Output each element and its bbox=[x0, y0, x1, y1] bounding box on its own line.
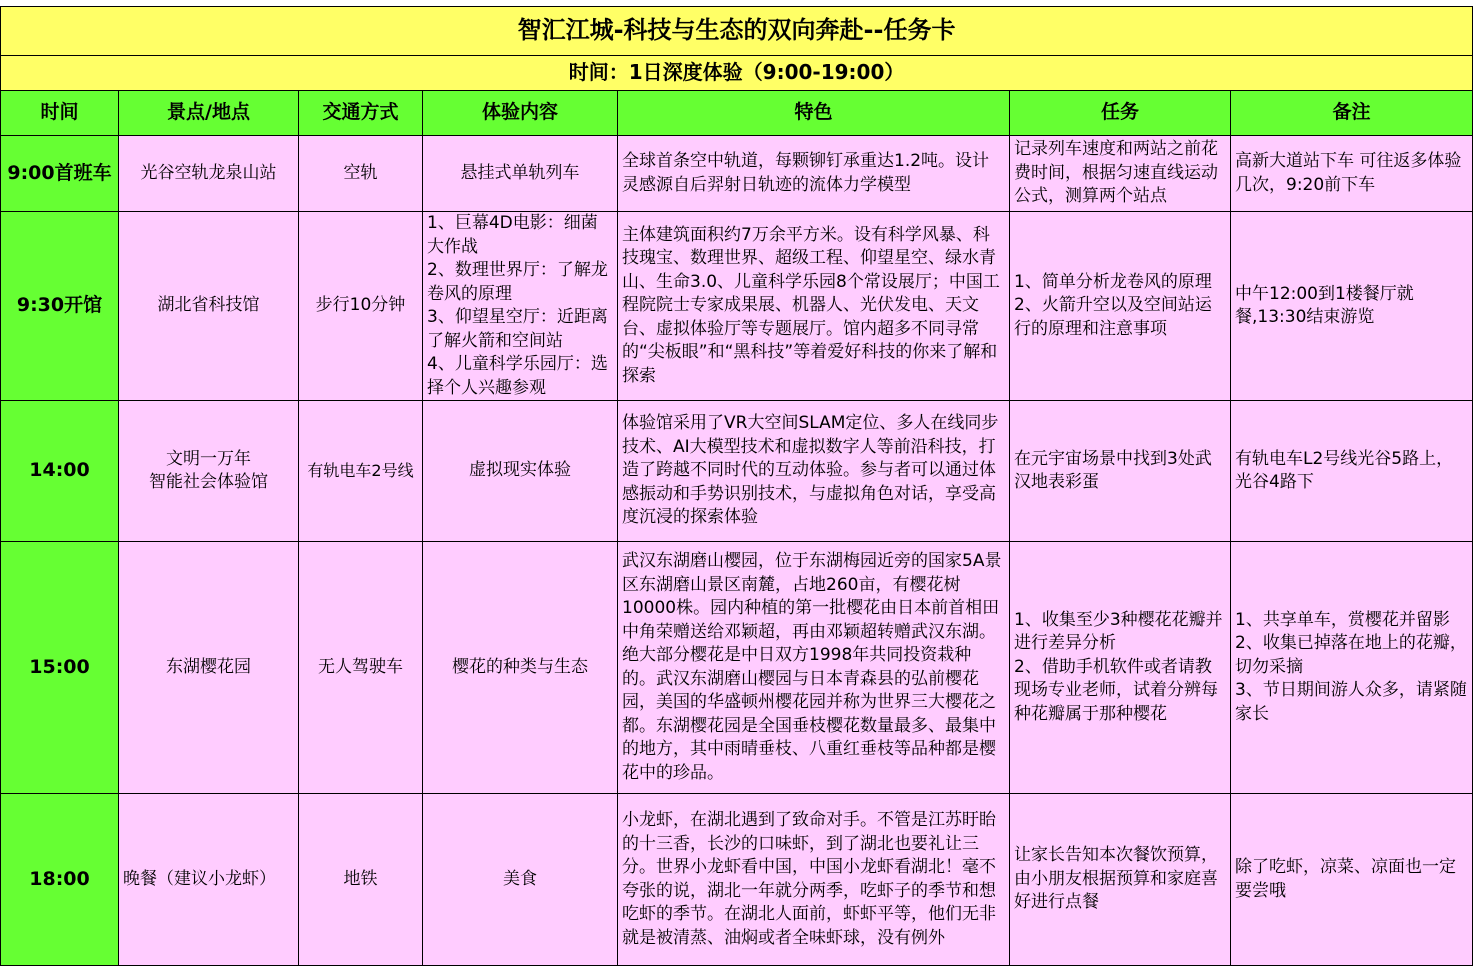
row-place: 晚餐（建议小龙虾） bbox=[119, 794, 299, 966]
header-place: 景点/地点 bbox=[119, 91, 299, 136]
row-transport: 地铁 bbox=[299, 794, 423, 966]
row-feature: 主体建筑面积约7万余平方米。设有科学风暴、科技瑰宝、数理世界、超级工程、仰望星空、绿水青山、生命3.0、儿童科学乐园8个常设展厅；中国工程院院士专家成果展、机器人、光伏发电、天文台、虚拟体验厅等专题展厅。馆内超多不同寻常的“尖板眼”和“黑科技”等着爱好科技的你来了解和探索 bbox=[618, 212, 1010, 401]
header-row bbox=[1, 91, 1473, 136]
header-time: 时间 bbox=[1, 91, 119, 136]
table-row bbox=[1, 401, 1473, 542]
row-feature: 小龙虾，在湖北遇到了致命对手。不管是江苏盱眙的十三香，长沙的口味虾，到了湖北也要礼让三分。世界小龙虾看中国，中国小龙虾看湖北！毫不夸张的说，湖北一年就分两季，吃虾子的季节和想吃虾的季节。在湖北人面前，虾虾平等，他们无非就是被清蒸、油焖或者全味虾球，没有例外 bbox=[618, 794, 1010, 966]
row-place: 东湖樱花园 bbox=[119, 542, 299, 794]
row-task: 1、简单分析龙卷风的原理 2、火箭升空以及空间站运行的原理和注意事项 bbox=[1010, 212, 1231, 401]
row-task: 记录列车速度和两站之前花费时间，根据匀速直线运动公式，测算两个站点 bbox=[1010, 136, 1231, 212]
table-row bbox=[1, 212, 1473, 401]
row-place: 文明一万年 智能社会体验馆 bbox=[119, 401, 299, 542]
row-content: 虚拟现实体验 bbox=[423, 401, 618, 542]
row-task: 1、收集至少3种樱花花瓣并进行差异分析 2、借助手机软件或者请教现场专业老师，试着分辨每种花瓣属于那种樱花 bbox=[1010, 542, 1231, 794]
row-note: 高新大道站下车 可往返多体验几次，9:20前下车 bbox=[1231, 136, 1473, 212]
header-note: 备注 bbox=[1231, 91, 1473, 136]
page-subtitle: 时间：1日深度体验（9:00-19:00） bbox=[1, 56, 1473, 91]
row-note: 除了吃虾，凉菜、凉面也一定要尝哦 bbox=[1231, 794, 1473, 966]
row-content: 樱花的种类与生态 bbox=[423, 542, 618, 794]
row-place: 光谷空轨龙泉山站 bbox=[119, 136, 299, 212]
row-content: 悬挂式单轨列车 bbox=[423, 136, 618, 212]
header-task: 任务 bbox=[1010, 91, 1231, 136]
row-time: 14:00 bbox=[1, 401, 119, 542]
row-feature: 全球首条空中轨道，每颗铆钉承重达1.2吨。设计灵感源自后羿射日轨迹的流体力学模型 bbox=[618, 136, 1010, 212]
table-row bbox=[1, 136, 1473, 212]
row-feature: 体验馆采用了VR大空间SLAM定位、多人在线同步技术、AI大模型技术和虚拟数字人等前沿科技，打造了跨越不同时代的互动体验。参与者可以通过体感振动和手势识别技术，与虚拟角色对话，享受高度沉浸的探索体验 bbox=[618, 401, 1010, 542]
row-note: 有轨电车L2号线光谷5路上，光谷4路下 bbox=[1231, 401, 1473, 542]
table-row bbox=[1, 542, 1473, 794]
row-time: 9:00首班车 bbox=[1, 136, 119, 212]
row-time: 18:00 bbox=[1, 794, 119, 966]
row-content: 1、巨幕4D电影：细菌大作战 2、数理世界厅：了解龙卷风的原理 3、仰望星空厅：近距离了解火箭和空间站 4、儿童科学乐园厅：选择个人兴趣参观 bbox=[423, 212, 618, 401]
row-transport: 无人驾驶车 bbox=[299, 542, 423, 794]
row-note: 1、共享单车，赏樱花并留影 2、收集已掉落在地上的花瓣，切勿采摘 3、节日期间游人众多，请紧随家长 bbox=[1231, 542, 1473, 794]
header-content: 体验内容 bbox=[423, 91, 618, 136]
row-content: 美食 bbox=[423, 794, 618, 966]
table-row bbox=[1, 794, 1473, 966]
row-task: 在元宇宙场景中找到3处武汉地表彩蛋 bbox=[1010, 401, 1231, 542]
header-transport: 交通方式 bbox=[299, 91, 423, 136]
row-time: 15:00 bbox=[1, 542, 119, 794]
row-time: 9:30开馆 bbox=[1, 212, 119, 401]
row-task: 让家长告知本次餐饮预算，由小朋友根据预算和家庭喜好进行点餐 bbox=[1010, 794, 1231, 966]
row-place: 湖北省科技馆 bbox=[119, 212, 299, 401]
header-feature: 特色 bbox=[618, 91, 1010, 136]
row-note: 中午12:00到1楼餐厅就餐,13:30结束游览 bbox=[1231, 212, 1473, 401]
row-transport: 有轨电车2号线 bbox=[299, 401, 423, 542]
row-transport: 空轨 bbox=[299, 136, 423, 212]
page-title: 智汇江城-科技与生态的双向奔赴--任务卡 bbox=[1, 7, 1473, 56]
row-feature: 武汉东湖磨山樱园，位于东湖梅园近旁的国家5A景区东湖磨山景区南麓，占地260亩，有樱花树10000株。园内种植的第一批樱花由日本前首相田中角荣赠送给邓颖超，再由邓颖超转赠武汉东湖。绝大部分樱花是中日双方1998年共同投资栽种的。武汉东湖磨山樱园与日本青森县的弘前樱花园，美国的华盛顿州樱花园并称为世界三大樱花之都。东湖樱花园是全国垂枝樱花数量最多、最集中的地方，其中雨晴垂枝、八重红垂枝等品种都是樱花中的珍品。 bbox=[618, 542, 1010, 794]
row-transport: 步行10分钟 bbox=[299, 212, 423, 401]
task-card-table bbox=[0, 6, 1473, 966]
